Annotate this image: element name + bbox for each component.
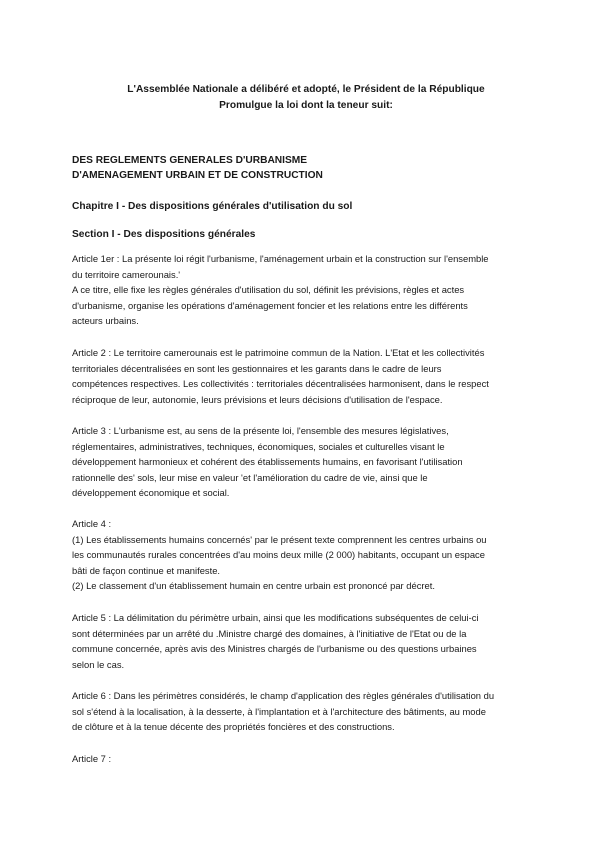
article-line: réglementaires, administratives, techniques, économiques, sociales et culturelles visant le — [72, 440, 445, 452]
article-1 — [72, 251, 542, 329]
article-line: A ce titre, elle fixe les règles générales d'utilisation du sol, définit les prévisions, règles et actes — [72, 284, 465, 296]
article-line: Article 3 : L'urbanisme est, au sens de la présente loi, l'ensemble des mesures législatives, — [72, 425, 449, 436]
article-line: Article 2 : Le territoire camerounais est le patrimoine commun de la Nation. L'Etat et les collectivités — [72, 347, 485, 358]
section-heading: Section I - Des dispositions générales — [72, 229, 256, 240]
article-line: bâti de façon continue et manifeste. — [72, 564, 221, 576]
article-6 — [72, 688, 542, 735]
law-title — [72, 153, 542, 183]
preamble-line: Promulgue la loi dont la teneur suit: — [219, 100, 393, 111]
article-5 — [72, 610, 542, 672]
article-line: les communautés rurales concentrées d'au moins deux mille (2 000) habitants, occupant un espace — [72, 549, 485, 561]
article-line: compétences respectives. Les collectivités : territoriales décentralisées harmonisent, dans le respect — [72, 378, 489, 390]
law-title-line: D'AMENAGEMENT URBAIN ET DE CONSTRUCTION — [72, 170, 323, 181]
article-line: commune concernée, après avis des Ministres chargés de l'urbanisme ou des questions urbaines — [72, 643, 477, 655]
article-line: rationnelle des' sols, leur mise en valeur 'et l'amélioration du cadre de vie, ainsi que le — [72, 471, 428, 483]
article-line: réciproque de leur, autonomie, leurs prévisions et leurs décisions d'utilisation de l'espace. — [72, 393, 443, 405]
article-line: selon le cas. — [72, 658, 125, 670]
article-line: acteurs urbains. — [72, 315, 139, 327]
article-2 — [72, 345, 542, 407]
article-line: développement économique et social. — [72, 487, 230, 499]
article-line: sol s'étend à la localisation, à la desserte, à l'implantation et à l'architecture des bâtiments, au mode — [72, 705, 486, 717]
article-line: Article 5 : La délimitation du périmètre urbain, ainsi que les modifications subséquentes de celui-ci — [72, 612, 479, 623]
article-line: Article 1er : La présente loi régit l'urbanisme, l'aménagement urbain et la construction sur l'ensemble — [72, 253, 489, 264]
article-line: Article 6 : Dans les périmètres considérés, le champ d'application des règles générales d'utilisation du — [72, 690, 495, 701]
article-line: Article 7 : — [72, 753, 112, 764]
article-line: (1) Les établissements humains concernés' par le présent texte comprennent les centres urbains ou — [72, 533, 487, 545]
article-line: de clôture et à la tenue décente des propriétés foncières et des constructions. — [72, 721, 395, 733]
article-line: Article 4 : — [72, 518, 112, 529]
article-line: (2) Le classement d'un établissement humain en centre urbain est prononcé par décret. — [72, 580, 435, 592]
chapter-heading: Chapitre I - Des dispositions générales d'utilisation du sol — [72, 201, 353, 212]
article-line: d'urbanisme, organise les opérations d'aménagement foncier et les relations entre les différents — [72, 299, 468, 311]
article-line: territoriales décentralisées en sont les gestionnaires et les garants dans le cadre de leurs — [72, 362, 442, 374]
article-line: du territoire camerounais.' — [72, 268, 181, 280]
preamble — [72, 82, 540, 114]
article-line: sont déterminées par un arrêté du .Ministre chargé des domaines, à l'initiative de l'Etat ou de la — [72, 627, 467, 639]
law-title-line: DES REGLEMENTS GENERALES D'URBANISME — [72, 155, 308, 166]
article-3 — [72, 423, 542, 501]
article-7 — [72, 751, 542, 767]
article-line: développement harmonieux et cohérent des établissements humains, en favorisant l'utilisation — [72, 456, 463, 468]
article-4 — [72, 516, 542, 594]
preamble-line: L'Assemblée Nationale a délibéré et adopté, le Président de la République — [127, 84, 485, 95]
